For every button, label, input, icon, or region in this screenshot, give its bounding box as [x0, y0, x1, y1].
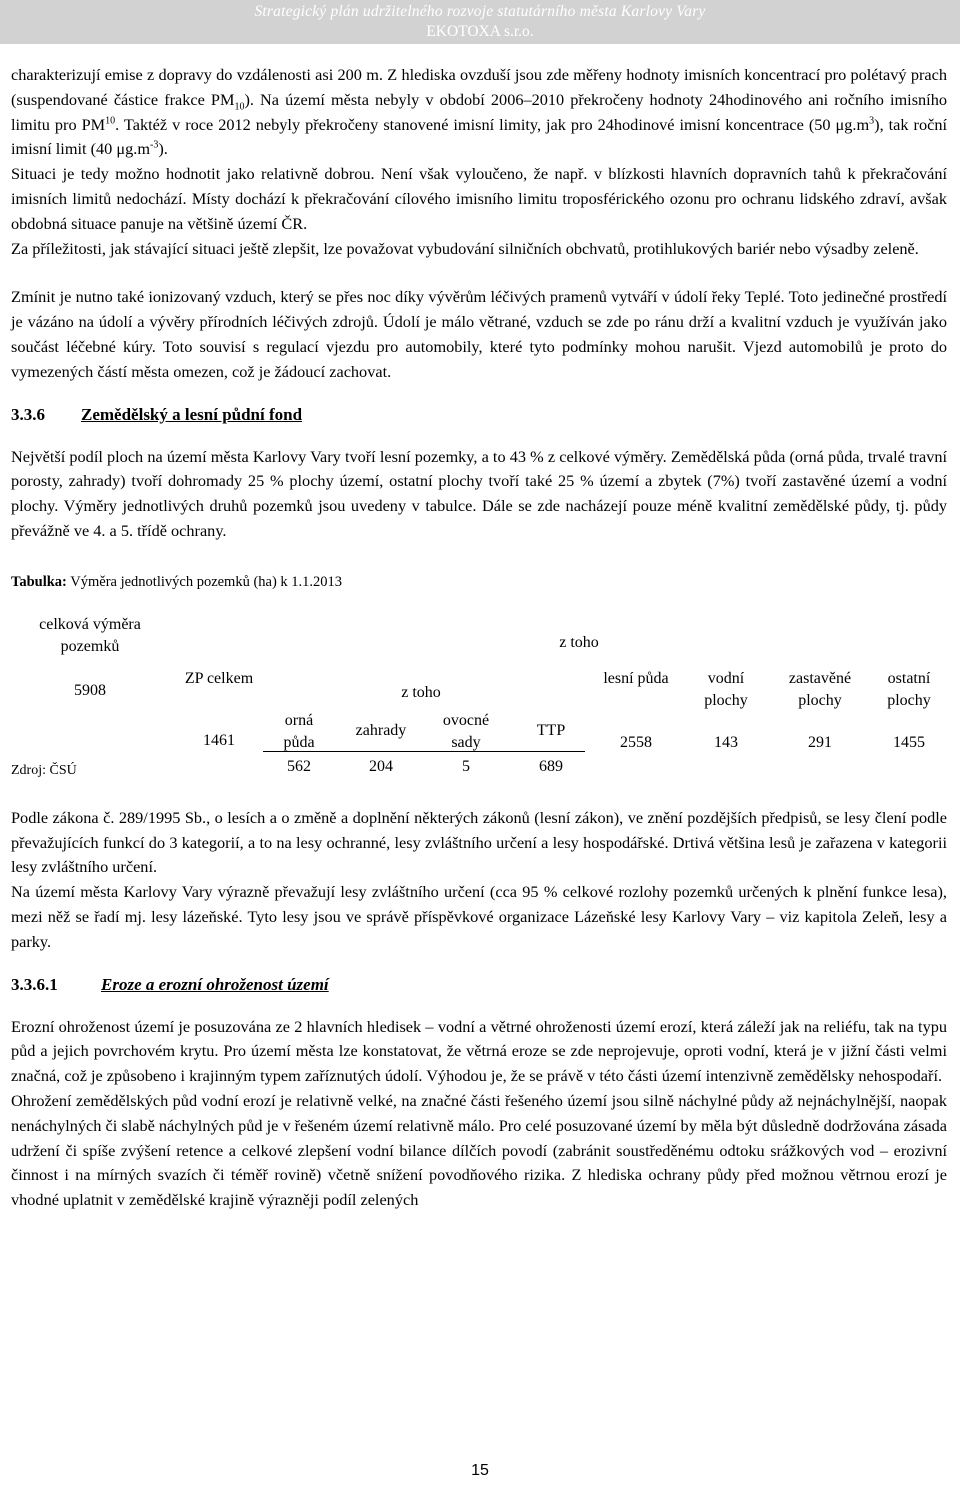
paragraph-situation: Situaci je tedy možno hodnotit jako relativně dobrou. Není však vyloučeno, že např. v blízkosti hlavních dopravních tahů k překračování imisních limitů nedochází. Místy dochází k překračování cílového imisního limitu troposférického ozonu pro ochranu lidského zdraví, avšak obdobná situace panuje na většině území ČR.	[11, 164, 947, 233]
table-header-zahrady: zahrady	[355, 721, 407, 739]
table-header-lesni: lesní půda	[603, 669, 669, 687]
page-number: 15	[471, 1462, 489, 1479]
paragraph-land-fund: Největší podíl ploch na území města Karlovy Vary tvoří lesní pozemky, a to 43 % z celkové výměry. Zemědělská půda (orná půda, trvalé travní porosty, zahrady) tvoří dohromady 25 % plochy území, ostatní plochy tvoří také 25 % území a zbytek (7%) tvoří zastavěné území a vodní plochy. Výměry jednotlivých druhů pozemků jsou uvedeny v tabulce. Dále se zde nacházejí pouze méně kvalitní zemědělské půdy, tj. půdy převážně ve 4. a 5. třídě ochrany.	[11, 446, 947, 540]
paragraph-forest-law: Podle zákona č. 289/1995 Sb., o lesích a o změně a doplnění některých zákonů (lesní zákon), ve znění pozdějších předpisů, se lesy člení podle převažujících funkcí do 3 kategorií, a to na lesy ochranné, lesy zvláštního určení a lesy hospodářské. Drtivá většina lesů je zařazena v kategorii lesy zvláštního určení.	[11, 807, 947, 877]
page-header	[0, 0, 960, 44]
paragraph-erosion-water: Ohrožení zemědělských půd vodní erozí je relativně velké, na značné části řešeného území jsou silně náchylné půdy až nejnáchylnější, naopak nenáchylných či slabě náchylných půd je v řešeném území relativně málo. Pro celé posuzované území by měla být důsledně dodržována zásada udržení či spíše zvýšení retence a celkové zlepšení vodní bilance dílčích povodí (zabránit soustředěnému odtoku srážkových vod – erozivní činnost i na mírných svazích či téměř rovině) včetně snížení povodňového rizika. Z hlediska ochrany půdy před možnou větrnou erozí je vhodné uplatnit v zemědělské krajině výrazněji podíl zelených	[11, 1090, 947, 1210]
table-value-vodni: 143	[714, 733, 738, 751]
table-value-zp: 1461	[203, 731, 235, 749]
paragraph-opportunities: Za příležitosti, jak stávající situaci ještě zlepšit, lze považovat vybudování silničních obchvatů, protihlukových bariér nebo výsadby zeleně.	[11, 238, 919, 258]
table-value-lesni: 2558	[620, 733, 652, 751]
table-header-ostatni: ostatní plochy	[887, 669, 931, 709]
land-area-table	[11, 600, 947, 796]
table-value-zahrady: 204	[369, 757, 393, 775]
table-header-zastavene: zastavěné plochy	[788, 669, 852, 709]
section-heading: 3.3.6 Zemědělský a lesní půdní fond	[11, 404, 303, 424]
table-header-zp: ZP celkem	[184, 669, 254, 687]
table-header-of-which: z toho	[559, 633, 599, 651]
table-header-vodni: vodní plochy	[704, 669, 748, 709]
table-header-total: celková výměra pozemků	[39, 615, 141, 655]
table-value-ovocne: 5	[462, 757, 470, 775]
document-body	[11, 63, 947, 1213]
table-rule	[263, 751, 585, 752]
table-header-ovocne: ovocné sady	[442, 711, 490, 751]
table-value-total: 5908	[74, 681, 106, 699]
subsection-heading: 3.3.6.1 Eroze a erozní ohroženost území	[11, 974, 329, 994]
table-value-ostatni: 1455	[893, 733, 925, 751]
paragraph-forest-special: Na území města Karlovy Vary výrazně převažují lesy zvláštního určení (cca 95 % celkové rozlohy pozemků určených k plnění funkce lesa), mezi něž se řadí mj. lesy lázeňské. Tyto lesy jsou ve správě příspěvkové organizace Lázeňské lesy Karlovy Vary – viz kapitola Zeleň, lesy a parky.	[11, 882, 947, 951]
table-caption: Tabulka: Výměra jednotlivých pozemků (ha) k 1.1.2013	[11, 573, 343, 590]
paragraph-air-quality: charakterizují emise z dopravy do vzdálenosti asi 200 m. Z hlediska ovzduší jsou zde měřeny hodnoty imisních koncentrací pro polétavý prach (suspendované částice frakce $PM_{10}$). Na území města nebyly v období 2006–2010 překročeny hodnoty 24hodinového ani ročního imisního limitu pro PM$^{10}$. Taktéž v roce 2012 nebyly překročeny stanovené imisní limity, jak pro 24hodinové imisní koncentrace (50 $\mu g.m^3$), tak roční imisní limit (40 $\mu g.m^{-3}$).	[11, 65, 947, 159]
table-header-of-which-2: z toho	[401, 683, 441, 701]
header-company: EKOTOXA s.r.o.	[426, 23, 534, 40]
table-header-ttp: TTP	[536, 721, 566, 739]
paragraph-erosion: Erozní ohroženost území je posuzována ze 2 hlavních hledisek – vodní a větrné ohroženosti území erozí, která záleží jak na reliéfu, tak na typu půd a jejich povrchovém krytu. Pro území města lze konstatovat, že větrná eroze se zde neprojevuje, oproti vodní, která je v jižní části velmi značná, což je způsobeno i krajinným typem zaříznutých údolí. Výhodou je, že se právě v této části území intenzivně zemědělsky nehospodaří.	[11, 1016, 947, 1086]
table-header-orna: orná půda	[283, 711, 315, 751]
paragraph-ionized-air: Zmínit je nutno také ionizovaný vzduch, který se přes noc díky vývěrům léčivých pramenů vytváří v údolí řeky Teplé. Toto jedinečné prostředí je vázáno na údolí a vývěry přírodních léčivých zdrojů. Údolí je málo větrané, vzduch se zde po ránu drží a kvalitní vzduch je využíván jako součást léčebné kúry. Toto souvisí s regulací vjezdu pro automobily, které tyto podmínky mohou narušit. Vjezd automobilů je proto do vymezených částí města omezen, což je žádoucí zachovat.	[11, 287, 947, 381]
table-value-orna: 562	[287, 757, 311, 775]
header-title: Strategický plán udržitelného rozvoje statutárního města Karlovy Vary	[254, 3, 706, 20]
table-value-zastavene: 291	[808, 733, 832, 751]
table-source: Zdroj: ČSÚ	[11, 762, 77, 778]
table-value-ttp: 689	[539, 757, 563, 775]
